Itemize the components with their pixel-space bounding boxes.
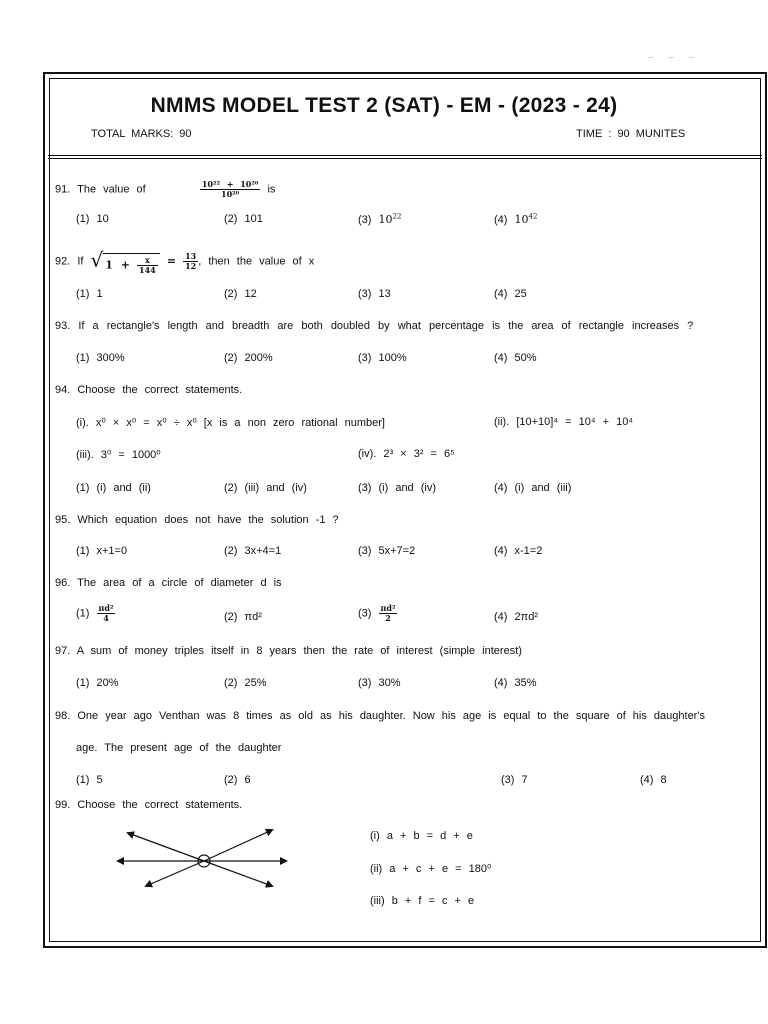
q98-option-1: (1) 5 <box>76 774 103 786</box>
header-divider <box>48 155 762 156</box>
diagonal-line-2b <box>146 861 204 886</box>
q91-fraction: $\frac{\text{10²² + 10²⁰}}{\text{10²⁰}}$ <box>201 179 259 199</box>
q93-option-2: (2) 200% <box>224 352 273 364</box>
diagonal-line-2 <box>204 830 272 861</box>
q92-radical: √ 1 + $\frac{x}{144}$ <box>91 248 160 275</box>
page-title: NMMS MODEL TEST 2 (SAT) - EM - (2023 - 24) <box>150 94 618 117</box>
q91-option-3: (3) $10^{22}$ <box>358 212 402 226</box>
question-98-line-2: age. The present age of the daughter <box>76 742 282 754</box>
q92-option-2: (2) 12 <box>224 288 257 300</box>
question-91: 91. The value of $\frac{\text{10²² + 10²⁰}}{\text{10²⁰}}$ is <box>55 179 276 199</box>
diagonal-line-1 <box>128 833 204 861</box>
q99-statement-2: (ii) a + c + e = 180⁰ <box>370 863 492 875</box>
q94-statement-1: (i). x⁰ × x⁰ = x⁰ ÷ x⁰ [x is a non zero rational number] <box>76 417 385 429</box>
page-border-inner <box>49 78 761 942</box>
q99-statement-3: (iii) b + f = c + e <box>370 895 475 907</box>
q94-option-3: (3) (i) and (iv) <box>358 482 437 494</box>
question-97: 97. A sum of money triples itself in 8 years then the rate of interest (simple interest) <box>55 645 522 657</box>
q99-statement-1: (i) a + b = d + e <box>370 830 473 842</box>
q91-option-2: (2) 101 <box>224 213 263 225</box>
q97-option-4: (4) 35% <box>494 677 537 689</box>
page-border <box>43 72 767 948</box>
q97-option-3: (3) 30% <box>358 677 401 689</box>
corner-marks: ‒ ‒ ‒ <box>648 52 701 63</box>
question-92: 92. If √ 1 + $\frac{x}{144}$ = $\frac{13}{12}$ , then the value of x <box>55 248 315 276</box>
q94-statement-3: (iii). 3⁰ = 1000⁰ <box>76 449 161 461</box>
q94-option-2: (2) (iii) and (iv) <box>224 482 307 494</box>
q97-option-2: (2) 25% <box>224 677 267 689</box>
question-99: 99. Choose the correct statements. <box>55 799 243 811</box>
question-98-line-1: 98. One year ago Venthan was 8 times as old as his daughter. Now his age is equal to the square of his daughter's <box>55 710 705 722</box>
q96-option-2: (2) πd² <box>224 611 262 623</box>
question-96: 96. The area of a circle of diameter d is <box>55 577 282 589</box>
question-94: 94. Choose the correct statements. <box>55 384 243 396</box>
q94-option-1: (1) (i) and (ii) <box>76 482 151 494</box>
q96-option-4: (4) 2πd² <box>494 611 538 623</box>
q94-statement-2: (ii). [10+10]⁴ = 10⁴ + 10⁴ <box>494 416 634 428</box>
q92-rhs: $\frac{13}{12}$ <box>185 251 197 272</box>
diagonal-line-1b <box>204 861 272 886</box>
q91-option-4: (4) $10^{42}$ <box>494 212 538 226</box>
q94-statement-4: (iv). 2³ × 3² = 6⁵ <box>358 448 455 460</box>
q96-option-3: (3) $\frac{\text{πd²}}{2}$ <box>358 603 396 623</box>
q94-option-4: (4) (i) and (iii) <box>494 482 572 494</box>
q92-option-4: (4) 25 <box>494 288 527 300</box>
time-limit: TIME : 90 MUNITES <box>576 128 686 140</box>
q98-option-2: (2) 6 <box>224 774 251 786</box>
total-marks: TOTAL MARKS: 90 <box>91 128 192 140</box>
q92-option-3: (3) 13 <box>358 288 391 300</box>
header-divider-2 <box>48 158 762 159</box>
q97-option-1: (1) 20% <box>76 677 119 689</box>
q92-option-1: (1) 1 <box>76 288 103 300</box>
q95-option-3: (3) 5x+7=2 <box>358 545 416 557</box>
question-95: 95. Which equation does not have the solution -1 ? <box>55 514 339 526</box>
q91-option-1: (1) 10 <box>76 213 109 225</box>
q95-option-2: (2) 3x+4=1 <box>224 545 282 557</box>
q98-option-4: (4) 8 <box>640 774 667 786</box>
intersecting-lines-diagram <box>110 822 290 898</box>
q93-option-4: (4) 50% <box>494 352 537 364</box>
q93-option-1: (1) 300% <box>76 352 125 364</box>
q95-option-4: (4) x-1=2 <box>494 545 543 557</box>
q98-option-3: (3) 7 <box>501 774 528 786</box>
q93-option-3: (3) 100% <box>358 352 407 364</box>
q95-option-1: (1) x+1=0 <box>76 545 128 557</box>
question-93: 93. If a rectangle's length and breadth are both doubled by what percentage is the area of rectangle increases ? <box>55 320 694 332</box>
q96-option-1: (1) $\frac{\text{πd²}}{4}$ <box>76 603 114 623</box>
